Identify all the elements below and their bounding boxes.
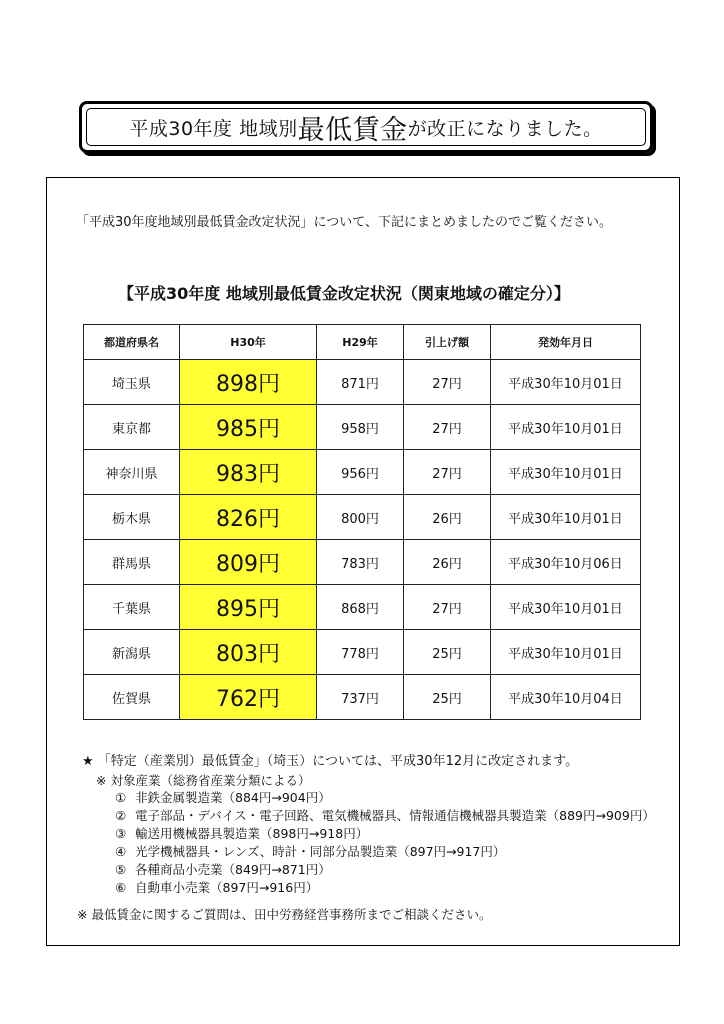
- prefecture-cell: 新潟県: [84, 630, 180, 675]
- effective-date-cell: 平成30年10月06日: [491, 540, 641, 585]
- h29-wage-cell: 868円: [317, 585, 404, 630]
- table-row: [84, 495, 641, 540]
- increase-cell: 26円: [404, 540, 491, 585]
- effective-date-cell: 平成30年10月01日: [491, 495, 641, 540]
- header-effective-date: 発効年月日: [491, 325, 641, 360]
- increase-cell: 27円: [404, 405, 491, 450]
- h30-wage-cell: 803円: [180, 630, 317, 675]
- table-row: [84, 630, 641, 675]
- effective-date-cell: 平成30年10月01日: [491, 360, 641, 405]
- increase-cell: 25円: [404, 675, 491, 720]
- h30-wage-cell: 985円: [180, 405, 317, 450]
- h30-wage-cell: 898円: [180, 360, 317, 405]
- h29-wage-cell: 800円: [317, 495, 404, 540]
- h29-wage-cell: 737円: [317, 675, 404, 720]
- header-h30: H30年: [180, 325, 317, 360]
- item-number: ⑥: [115, 880, 127, 895]
- table-row: [84, 405, 641, 450]
- h30-wage-cell: 762円: [180, 675, 317, 720]
- h29-wage-cell: 871円: [317, 360, 404, 405]
- list-item: [115, 879, 655, 897]
- industry-list: [115, 789, 655, 897]
- table-row: [84, 360, 641, 405]
- title-pre: 平成30年度 地域別: [129, 117, 298, 140]
- item-text: 自動車小売業（897円→916円）: [135, 880, 319, 895]
- table-subtitle: 【平成30年度 地域別最低賃金改定状況（関東地域の確定分）】: [118, 284, 570, 303]
- item-number: ④: [115, 844, 127, 859]
- increase-cell: 27円: [404, 360, 491, 405]
- item-number: ⑤: [115, 862, 127, 877]
- item-text: 電子部品・デバイス・電子回路、電気機械器具、情報通信機械器具製造業（889円→909円）: [135, 808, 655, 823]
- table-row: [84, 540, 641, 585]
- table-row: [84, 450, 641, 495]
- h30-wage-cell: 826円: [180, 495, 317, 540]
- item-number: ①: [115, 790, 127, 805]
- h29-wage-cell: 778円: [317, 630, 404, 675]
- table-row: [84, 585, 641, 630]
- list-item: [115, 861, 655, 879]
- effective-date-cell: 平成30年10月01日: [491, 450, 641, 495]
- effective-date-cell: 平成30年10月01日: [491, 630, 641, 675]
- h29-wage-cell: 783円: [317, 540, 404, 585]
- contact-note: ※ 最低賃金に関するご質問は、田中労務経営事務所までご相談ください。: [77, 907, 492, 922]
- h30-wage-cell: 983円: [180, 450, 317, 495]
- item-text: 光学機械器具・レンズ、時計・同部分品製造業（897円→917円）: [135, 844, 506, 859]
- prefecture-cell: 佐賀県: [84, 675, 180, 720]
- intro-text: 「平成30年度地域別最低賃金改定状況」について、下記にまとめましたのでご覧ください。: [76, 215, 613, 230]
- prefecture-cell: 東京都: [84, 405, 180, 450]
- list-item: [115, 843, 655, 861]
- increase-cell: 26円: [404, 495, 491, 540]
- h29-wage-cell: 958円: [317, 405, 404, 450]
- effective-date-cell: 平成30年10月01日: [491, 585, 641, 630]
- title-emphasis: 最低賃金: [297, 114, 408, 146]
- item-text: 輸送用機械器具製造業（898円→918円）: [135, 826, 369, 841]
- increase-cell: 25円: [404, 630, 491, 675]
- title-box: [79, 101, 653, 153]
- h30-wage-cell: 895円: [180, 585, 317, 630]
- table-header-row: [84, 325, 641, 360]
- effective-date-cell: 平成30年10月01日: [491, 405, 641, 450]
- list-item: [115, 825, 655, 843]
- header-increase: 引上げ額: [404, 325, 491, 360]
- increase-cell: 27円: [404, 450, 491, 495]
- list-item: [115, 807, 655, 825]
- minimum-wage-table: [83, 324, 641, 720]
- effective-date-cell: 平成30年10月04日: [491, 675, 641, 720]
- prefecture-cell: 神奈川県: [84, 450, 180, 495]
- prefecture-cell: 埼玉県: [84, 360, 180, 405]
- target-industry-heading: ※ 対象産業（総務省産業分類による）: [96, 773, 311, 788]
- header-h29: H29年: [317, 325, 404, 360]
- h29-wage-cell: 956円: [317, 450, 404, 495]
- page-title: [86, 108, 646, 146]
- prefecture-cell: 群馬県: [84, 540, 180, 585]
- item-number: ②: [115, 808, 127, 823]
- h30-wage-cell: 809円: [180, 540, 317, 585]
- item-text: 非鉄金属製造業（884円→904円）: [135, 790, 331, 805]
- list-item: [115, 789, 655, 807]
- special-wage-note: ★ 「特定（産業別）最低賃金」（埼玉）については、平成30年12月に改定されます。: [82, 754, 579, 769]
- increase-cell: 27円: [404, 585, 491, 630]
- prefecture-cell: 栃木県: [84, 495, 180, 540]
- prefecture-cell: 千葉県: [84, 585, 180, 630]
- table-row: [84, 675, 641, 720]
- header-prefecture: 都道府県名: [84, 325, 180, 360]
- item-text: 各種商品小売業（849円→871円）: [135, 862, 331, 877]
- item-number: ③: [115, 826, 127, 841]
- title-post: が改正になりました。: [407, 117, 603, 140]
